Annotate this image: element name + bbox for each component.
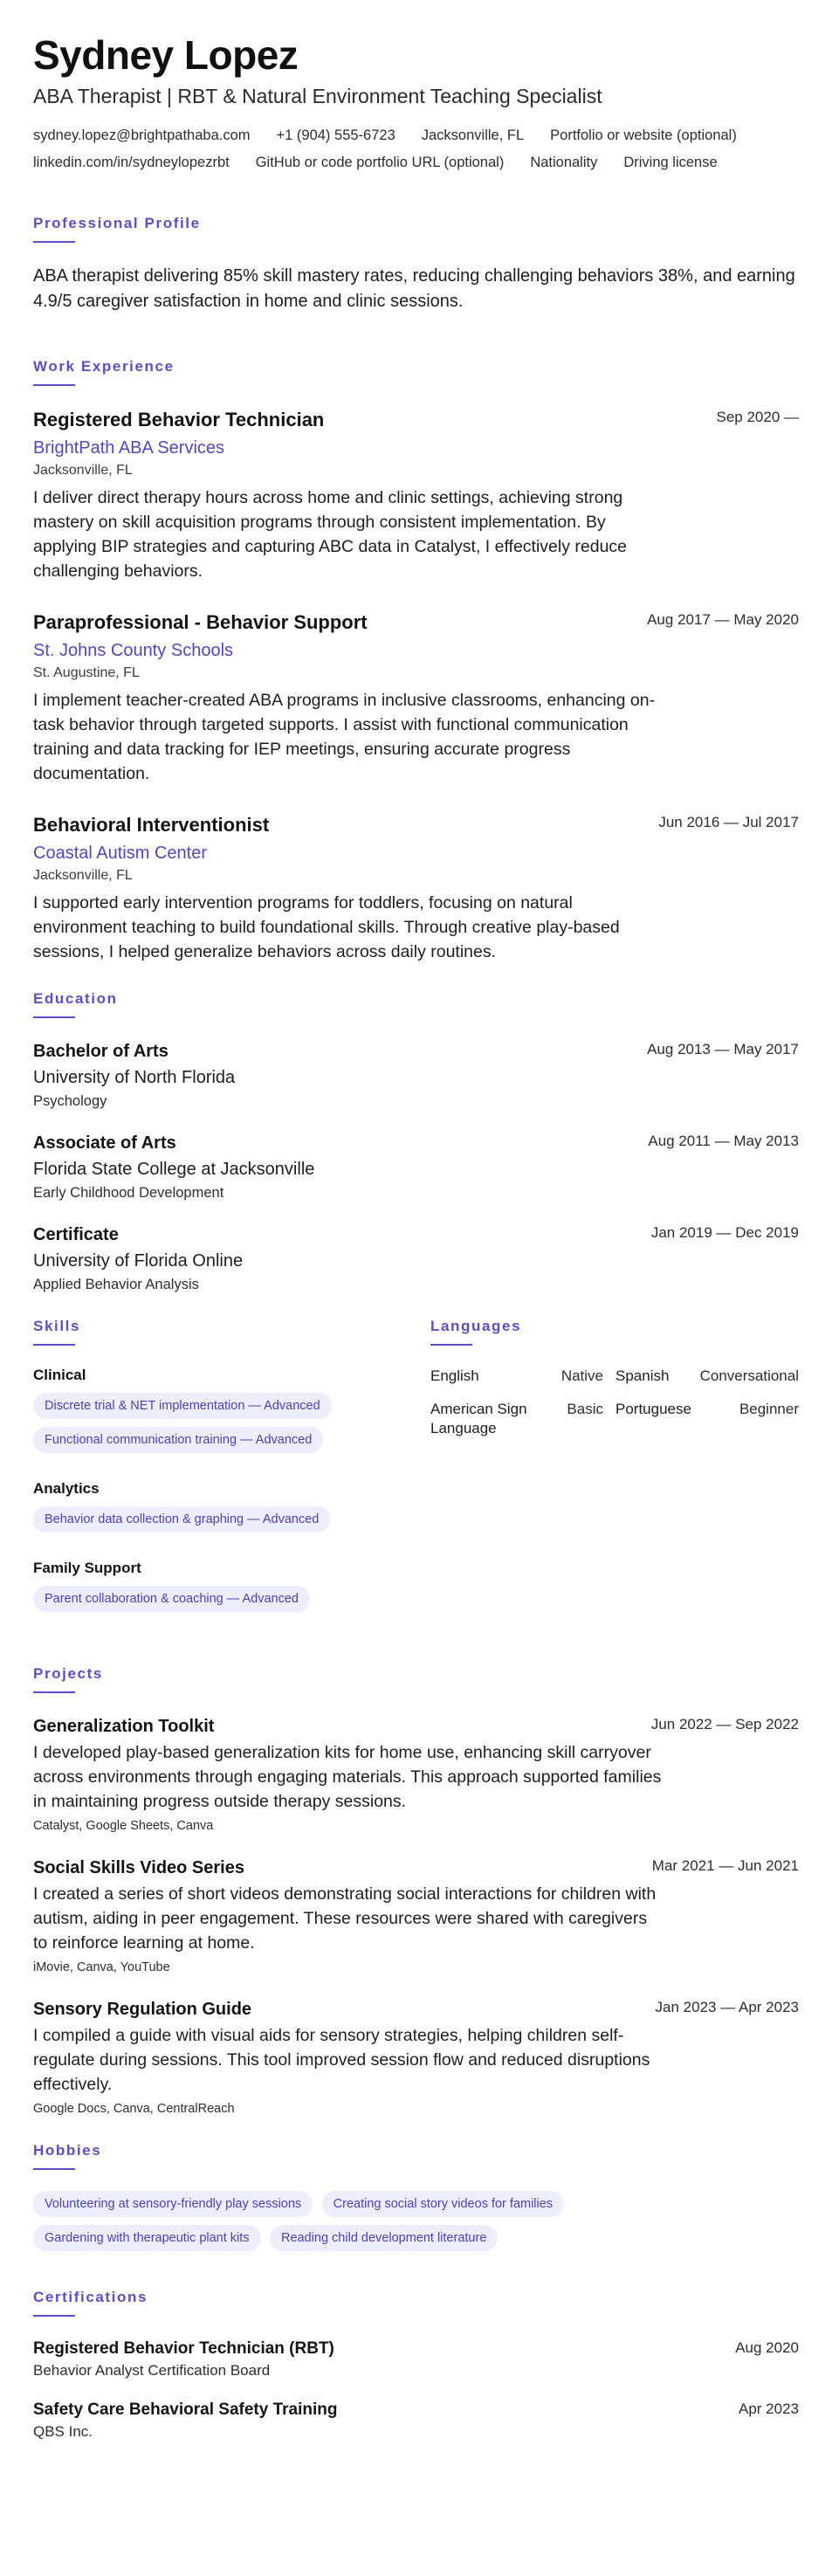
languages-section bbox=[430, 1318, 799, 1639]
section-title: Work Experience bbox=[33, 358, 175, 375]
project-dates: Jan 2023 — Apr 2023 bbox=[655, 1999, 799, 2015]
language-name: American Sign Language bbox=[430, 1401, 527, 1436]
education-entry bbox=[33, 1039, 799, 1110]
section-divider bbox=[33, 241, 75, 243]
projects-section bbox=[33, 1665, 799, 2116]
education-school: University of Florida Online bbox=[33, 1251, 244, 1271]
job-dates: Jun 2016 — Jul 2017 bbox=[658, 814, 799, 830]
contact-location: Jacksonville, FL bbox=[421, 127, 525, 143]
job-location: Jacksonville, FL bbox=[33, 868, 133, 883]
profile-section bbox=[33, 215, 799, 314]
job-location: Jacksonville, FL bbox=[33, 463, 133, 478]
language-name: Spanish bbox=[615, 1367, 670, 1384]
job-title: Registered Behavior Technician bbox=[33, 409, 325, 430]
contact-email[interactable]: sydney.lopez@brightpathaba.com bbox=[33, 127, 251, 143]
language-level: Native bbox=[560, 1367, 603, 1384]
certification-entry bbox=[33, 2399, 799, 2441]
job-entry bbox=[33, 610, 799, 786]
education-dates: Jan 2019 — Dec 2019 bbox=[650, 1224, 799, 1241]
skills-section bbox=[33, 1318, 430, 1639]
education-field: Psychology bbox=[33, 1093, 107, 1109]
skill-category: Family Support bbox=[33, 1560, 141, 1576]
skill-chip: Parent collaboration & coaching — Advanced bbox=[33, 1586, 310, 1612]
candidate-name: Sydney Lopez bbox=[33, 32, 299, 78]
project-description: I compiled a guide with visual aids for sensory strategies, helping children self-regulate during sessions. This tool improved session flow and reduced disruptions effectively. bbox=[33, 2026, 650, 2094]
section-title: Professional Profile bbox=[33, 215, 201, 231]
job-location: St. Augustine, FL bbox=[33, 665, 140, 680]
skill-chip-list bbox=[33, 1506, 430, 1540]
skill-group bbox=[33, 1480, 430, 1540]
hobby-chip: Creating social story videos for families bbox=[322, 2191, 564, 2217]
job-description: I implement teacher-created ABA programs in inclusive classrooms, enhancing on-task behavior through targeted supports. I assist with functional communication training and data tracking for IEP meetings, ensuring accurate progress documentation. bbox=[33, 691, 656, 783]
language-name: Portuguese bbox=[615, 1401, 691, 1417]
section-title: Certifications bbox=[33, 2289, 148, 2305]
contact-nationality: Nationality bbox=[530, 155, 598, 170]
project-dates: Mar 2021 — Jun 2021 bbox=[651, 1857, 799, 1874]
section-divider bbox=[430, 1344, 472, 1346]
hobby-chip-list bbox=[33, 2191, 799, 2259]
contact-info bbox=[33, 127, 801, 171]
hobby-chip: Volunteering at sensory-friendly play sessions bbox=[33, 2191, 313, 2217]
language-level: Beginner bbox=[739, 1401, 799, 1417]
project-tools: Catalyst, Google Sheets, Canva bbox=[33, 1819, 214, 1833]
education-entry bbox=[33, 1223, 799, 1293]
education-school: University of North Florida bbox=[33, 1068, 236, 1087]
language-level: Basic bbox=[567, 1401, 603, 1417]
project-tools: iMovie, Canva, YouTube bbox=[33, 1960, 170, 1974]
certification-issuer: Behavior Analyst Certification Board bbox=[33, 2362, 271, 2379]
education-degree: Associate of Arts bbox=[33, 1133, 176, 1153]
hobbies-section bbox=[33, 2142, 799, 2259]
job-dates: Sep 2020 — bbox=[716, 409, 799, 425]
job-entry bbox=[33, 812, 799, 964]
skill-chip: Functional communication training — Advanced bbox=[33, 1427, 323, 1453]
education-dates: Aug 2011 — May 2013 bbox=[648, 1133, 799, 1149]
resume-header bbox=[33, 31, 799, 171]
certification-name: Safety Care Behavioral Safety Training bbox=[33, 2400, 338, 2419]
job-entry bbox=[33, 407, 799, 583]
education-section bbox=[33, 990, 799, 1293]
skill-category: Analytics bbox=[33, 1480, 100, 1497]
skill-chip: Behavior data collection & graphing — Advanced bbox=[33, 1506, 330, 1533]
certification-name: Registered Behavior Technician (RBT) bbox=[33, 2339, 334, 2358]
profile-summary: ABA therapist delivering 85% skill mastery rates, reducing challenging behaviors 38%, and earning 4.9/5 caregiver satisfaction in home and clinic sessions. bbox=[33, 266, 795, 311]
certification-date: Aug 2020 bbox=[735, 2339, 799, 2356]
project-entry bbox=[33, 1856, 799, 1974]
section-divider bbox=[33, 2315, 75, 2317]
section-title: Languages bbox=[430, 1318, 522, 1334]
education-school: Florida State College at Jacksonville bbox=[33, 1160, 315, 1179]
education-field: Applied Behavior Analysis bbox=[33, 1277, 199, 1292]
section-divider bbox=[33, 1691, 75, 1693]
project-entry bbox=[33, 1714, 799, 1833]
section-title: Education bbox=[33, 990, 118, 1007]
skills-languages-row bbox=[33, 1318, 799, 1639]
section-divider bbox=[33, 384, 75, 386]
hobby-chip: Reading child development literature bbox=[270, 2225, 498, 2251]
language-level: Conversational bbox=[699, 1367, 799, 1384]
contact-driving-license: Driving license bbox=[623, 155, 718, 170]
job-dates: Aug 2017 — May 2020 bbox=[647, 611, 799, 628]
certification-date: Apr 2023 bbox=[739, 2400, 799, 2417]
education-degree: Certificate bbox=[33, 1225, 119, 1244]
section-divider bbox=[33, 1016, 75, 1018]
skill-group bbox=[33, 1560, 430, 1620]
education-dates: Aug 2013 — May 2017 bbox=[647, 1041, 799, 1057]
project-description: I created a series of short videos demonstrating social interactions for children with autism, aiding in peer engagement. These resources were shared with caregivers to reinforce learning at home. bbox=[33, 1884, 657, 1953]
language-item bbox=[430, 1367, 614, 1386]
project-title: Social Skills Video Series bbox=[33, 1858, 244, 1877]
skill-category: Clinical bbox=[33, 1367, 86, 1383]
job-description: I deliver direct therapy hours across home and clinic settings, achieving strong mastery on skill acquisition programs through consistent implementation. By applying BIP strategies and capturing ABC data in Catalyst, I effectively reduce challenging behaviors. bbox=[33, 488, 628, 581]
language-item bbox=[614, 1367, 799, 1386]
job-company: St. Johns County Schools bbox=[33, 641, 234, 660]
job-title: Behavioral Interventionist bbox=[33, 814, 270, 836]
certifications-section bbox=[33, 2289, 799, 2441]
job-company: Coastal Autism Center bbox=[33, 844, 207, 863]
education-degree: Bachelor of Arts bbox=[33, 1042, 168, 1061]
contact-github[interactable]: GitHub or code portfolio URL (optional) bbox=[255, 155, 505, 170]
section-title: Projects bbox=[33, 1665, 103, 1682]
section-title: Hobbies bbox=[33, 2142, 102, 2159]
language-item bbox=[430, 1400, 614, 1438]
job-description: I supported early intervention programs for toddlers, focusing on natural environment teaching to build foundational skills. Through creative play-based sessions, I helped generalize behaviors across daily routines. bbox=[33, 893, 620, 961]
language-list bbox=[430, 1367, 799, 1438]
project-title: Generalization Toolkit bbox=[33, 1717, 215, 1736]
language-item bbox=[614, 1400, 799, 1438]
hobby-chip: Gardening with therapeutic plant kits bbox=[33, 2225, 261, 2251]
project-dates: Jun 2022 — Sep 2022 bbox=[650, 1716, 799, 1732]
section-title: Skills bbox=[33, 1318, 81, 1334]
skill-chip-list bbox=[33, 1586, 430, 1620]
certification-issuer: QBS Inc. bbox=[33, 2423, 93, 2440]
contact-linkedin[interactable]: linkedin.com/in/sydneylopezrbt bbox=[33, 155, 230, 170]
language-name: English bbox=[430, 1367, 479, 1384]
project-entry bbox=[33, 1997, 799, 2116]
project-title: Sensory Regulation Guide bbox=[33, 2000, 252, 2019]
candidate-headline: ABA Therapist | RBT & Natural Environment Teaching Specialist bbox=[33, 85, 602, 107]
skill-chip: Discrete trial & NET implementation — Advanced bbox=[33, 1393, 332, 1419]
contact-phone[interactable]: +1 (904) 555-6723 bbox=[276, 127, 395, 143]
skill-group bbox=[33, 1367, 430, 1461]
certification-entry bbox=[33, 2338, 799, 2380]
education-field: Early Childhood Development bbox=[33, 1185, 224, 1201]
skill-chip-list bbox=[33, 1393, 430, 1461]
education-entry bbox=[33, 1131, 799, 1202]
job-title: Paraprofessional - Behavior Support bbox=[33, 611, 368, 633]
section-divider bbox=[33, 2168, 75, 2170]
section-divider bbox=[33, 1344, 75, 1346]
experience-section bbox=[33, 358, 799, 964]
job-company: BrightPath ABA Services bbox=[33, 438, 225, 458]
project-tools: Google Docs, Canva, CentralReach bbox=[33, 2102, 235, 2116]
contact-portfolio[interactable]: Portfolio or website (optional) bbox=[550, 127, 737, 143]
project-description: I developed play-based generalization kits for home use, enhancing skill carryover across environments through engaging materials. This approach supported families in maintaining progress outside therapy sessions. bbox=[33, 1743, 662, 1811]
